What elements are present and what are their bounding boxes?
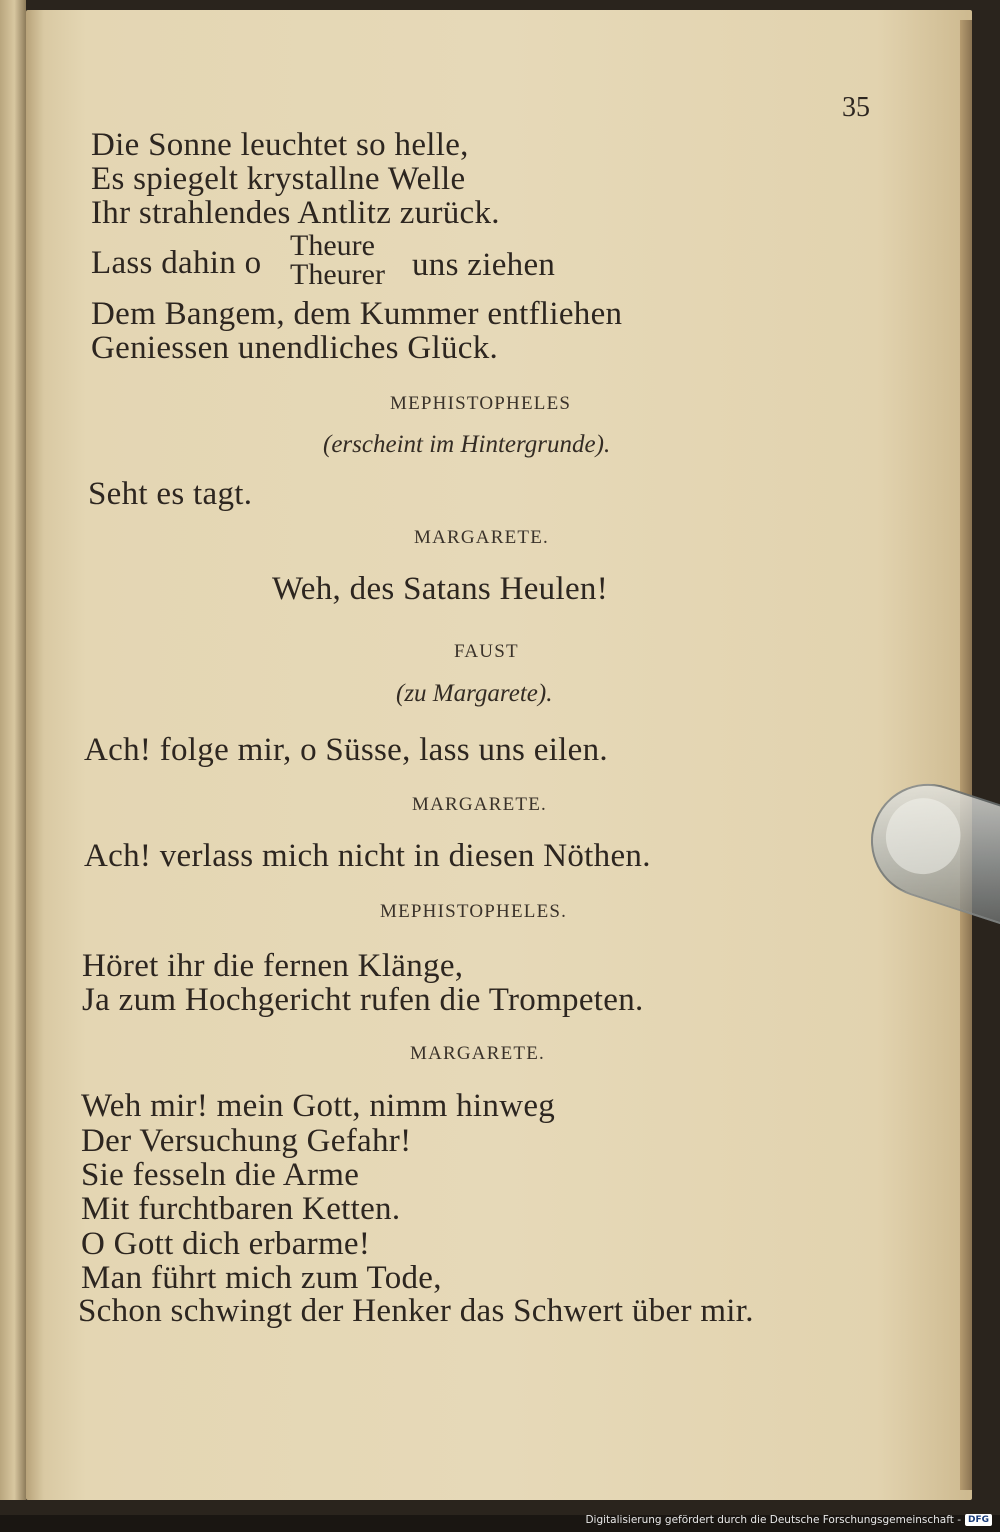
verse-line: Die Sonne leuchtet so helle, — [91, 127, 469, 163]
speaker-name: MARGARETE. — [412, 794, 547, 815]
verse-line: Sie fesseln die Arme — [81, 1157, 360, 1193]
stage-direction: (erscheint im Hintergrunde). — [323, 431, 611, 458]
page-number: 35 — [842, 92, 870, 123]
show-through — [575, 130, 905, 1330]
page-edge — [960, 20, 972, 1490]
verse-line: Schon schwingt der Henker das Schwert über mir. — [78, 1293, 754, 1329]
verse-line: Lass dahin o — [91, 245, 262, 281]
alternate-words — [290, 231, 385, 289]
verse-line: Man führt mich zum Tode, — [81, 1260, 442, 1296]
verse-line: Höret ihr die fernen Klänge, — [82, 948, 464, 984]
speaker-name: MARGARETE. — [414, 527, 549, 548]
verse-line: Ja zum Hochgericht rufen die Trompeten. — [82, 982, 644, 1018]
footer-text: Digitalisierung gefördert durch die Deutsche Forschungsgemeinschaft - — [585, 1514, 961, 1526]
dfg-logo-icon: DFG — [965, 1514, 992, 1526]
verse-line: Es spiegelt krystallne Welle — [91, 161, 466, 197]
verse-line: Mit furchtbaren Ketten. — [81, 1191, 401, 1227]
verse-line: Der Versuchung Gefahr! — [81, 1123, 412, 1159]
verse-line: Weh mir! mein Gott, nimm hinweg — [81, 1088, 556, 1124]
verse-line: Ach! folge mir, o Süsse, lass uns eilen. — [84, 732, 608, 768]
alternate-word: Theure — [290, 229, 375, 262]
left-page-edge — [0, 0, 26, 1500]
digitization-footer — [585, 1512, 992, 1528]
verse-line: Weh, des Satans Heulen! — [272, 571, 608, 607]
alternate-word: Theurer — [290, 258, 385, 291]
verse-line: uns ziehen — [412, 247, 556, 283]
stage-direction: (zu Margarete). — [396, 680, 553, 707]
verse-line: Dem Bangem, dem Kummer entfliehen — [91, 296, 623, 332]
speaker-name: MEPHISTOPHELES — [390, 393, 572, 414]
speaker-name: FAUST — [454, 641, 519, 662]
speaker-name: MARGARETE. — [410, 1043, 545, 1064]
verse-line: Geniessen unendliches Glück. — [91, 330, 499, 366]
verse-line: O Gott dich erbarme! — [81, 1226, 371, 1262]
speaker-name: MEPHISTOPHELES. — [380, 901, 568, 922]
verse-line: Seht es tagt. — [88, 476, 253, 512]
verse-line: Ihr strahlendes Antlitz zurück. — [91, 195, 500, 231]
verse-line: Ach! verlass mich nicht in diesen Nöthen. — [84, 838, 651, 874]
